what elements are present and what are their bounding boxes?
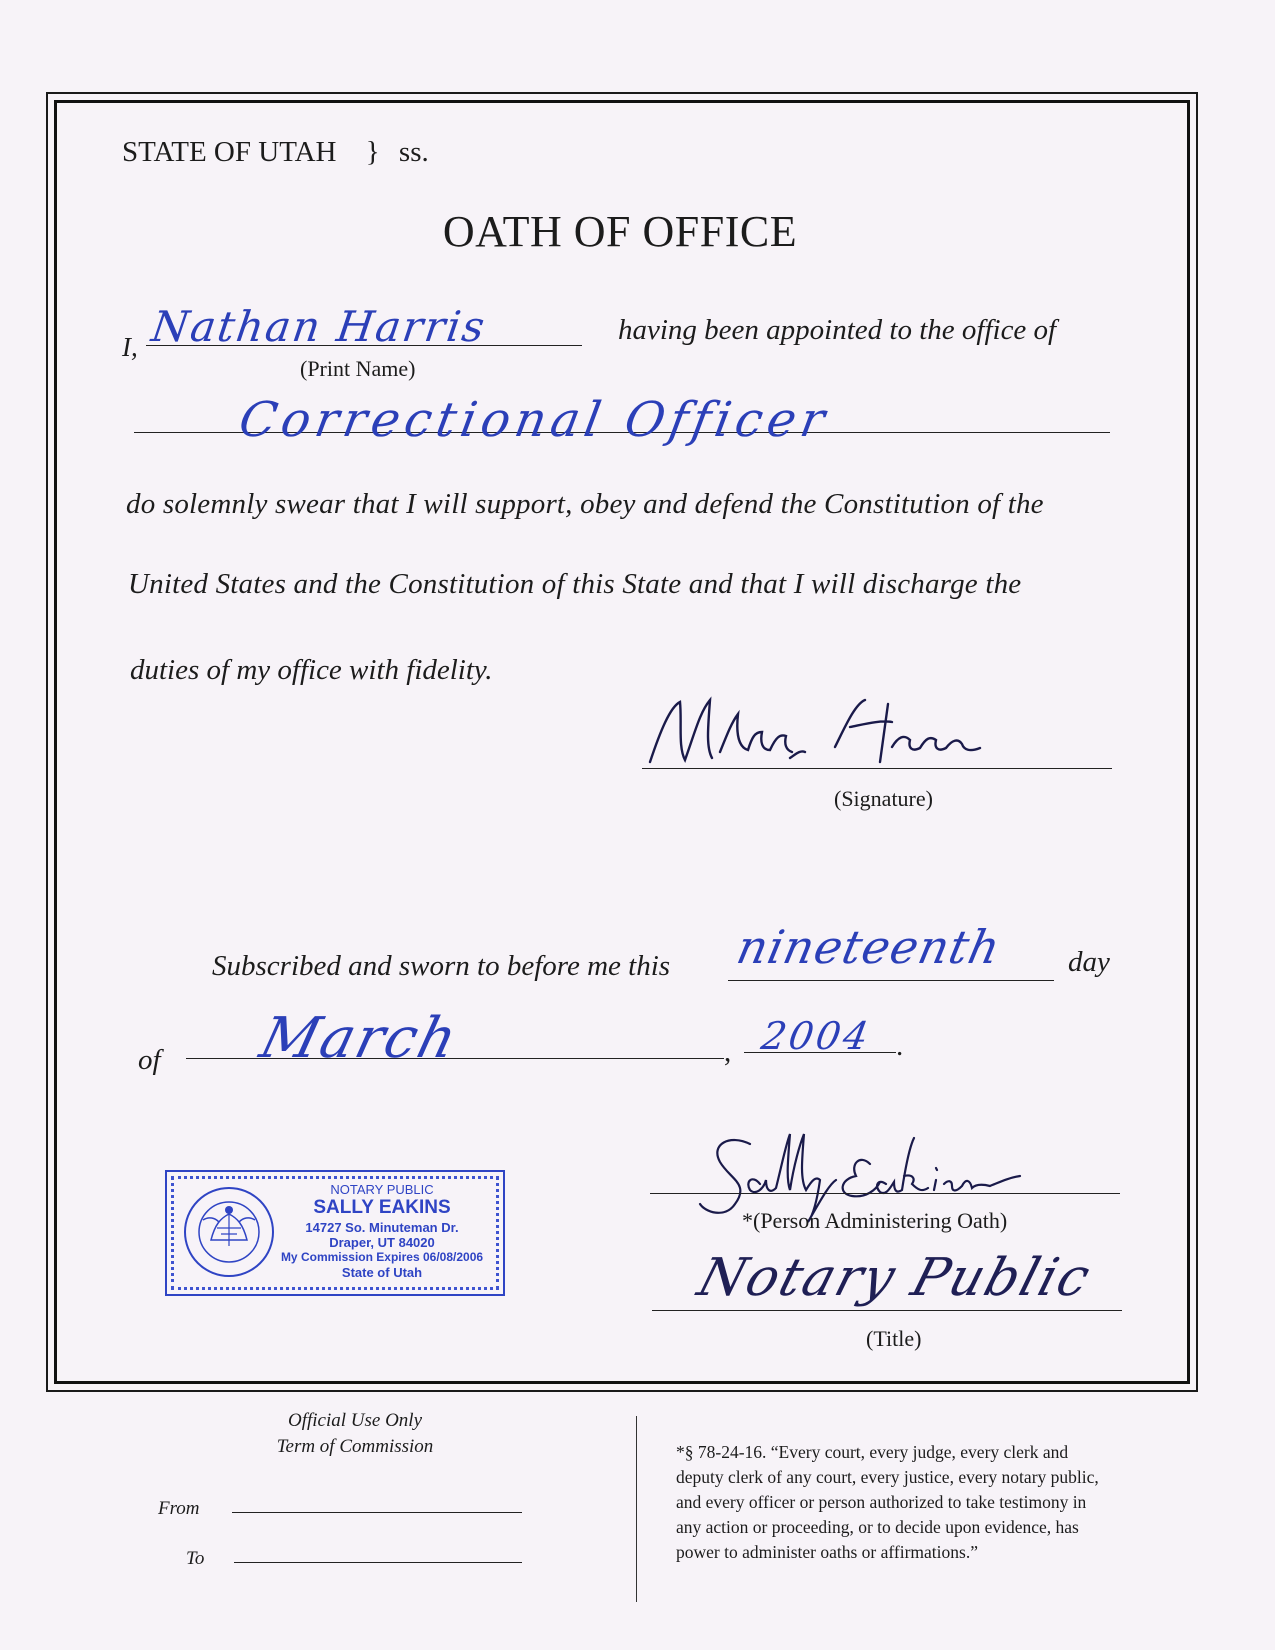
title-caption: (Title): [866, 1326, 922, 1351]
signature-caption: (Signature): [834, 786, 933, 811]
notary-stamp: [165, 1170, 505, 1296]
footnote-line-5: power to administer oaths or affirmations.”: [676, 1542, 978, 1562]
oath-body-line-2: United States and the Constitution of this State and that I will discharge the: [128, 568, 1022, 600]
year-period: .: [896, 1030, 904, 1062]
footnote-line-3: and every officer or person authorized to take testimony in: [676, 1492, 1087, 1512]
print-name-caption: (Print Name): [300, 356, 416, 381]
handwritten-name: Nathan Harris: [148, 302, 490, 351]
of-word: of: [138, 1044, 161, 1076]
appointed-text: having been appointed to the office of: [618, 314, 1057, 346]
month-comma: ,: [724, 1036, 732, 1068]
handwritten-year: 2004: [758, 1014, 875, 1058]
stamp-line-city: Draper, UT 84020: [329, 1235, 435, 1251]
oath-taker-signature: [640, 692, 1020, 772]
term-of-commission-label: Term of Commission: [276, 1436, 434, 1457]
administrator-caption: *(Person Administering Oath): [742, 1208, 1008, 1233]
state-seal-icon: [181, 1184, 277, 1280]
day-line: [728, 980, 1054, 981]
to-line: [234, 1562, 522, 1563]
subscribed-text: Subscribed and sworn to before me this: [212, 950, 671, 982]
footnote-line-2: deputy clerk of any court, every justice, every notary public,: [676, 1467, 1099, 1487]
from-label: From: [158, 1498, 200, 1519]
oath-body-line-3: duties of my office with fidelity.: [130, 654, 493, 686]
day-word: day: [1068, 946, 1110, 978]
footnote-line-1: *§ 78-24-16. “Every court, every judge, every clerk and: [676, 1442, 1069, 1462]
venue-header: [122, 136, 429, 169]
official-use-label: Official Use Only: [287, 1410, 423, 1431]
footer-divider: [636, 1416, 637, 1602]
handwritten-month: March: [253, 1006, 466, 1071]
handwritten-office: Correctional Officer: [235, 392, 834, 448]
administrator-line: [650, 1193, 1120, 1194]
brace-symbol: }: [365, 136, 380, 168]
stamp-line-expiration: My Commission Expires 06/08/2006: [280, 1250, 484, 1265]
state-label: STATE OF UTAH: [122, 136, 337, 168]
signature-line: [642, 768, 1112, 769]
to-label: To: [186, 1548, 205, 1569]
footnote-line-4: any action or proceeding, or to decide upon evidence, has: [676, 1517, 1079, 1537]
stamp-line-state: State of Utah: [341, 1264, 423, 1280]
stamp-line-street: 14727 So. Minuteman Dr.: [305, 1219, 459, 1235]
statute-footnote: [676, 1440, 1099, 1565]
handwritten-day: nineteenth: [732, 920, 1006, 974]
oath-body-line-1: do solemnly swear that I will support, obey and defend the Constitution of the: [126, 488, 1044, 520]
oath-prefix: I,: [122, 332, 138, 362]
title-line: [652, 1310, 1122, 1311]
ss-label: ss.: [398, 136, 429, 168]
stamp-line-name: SALLY EAKINS: [313, 1197, 451, 1219]
stamp-line-notary: NOTARY PUBLIC: [330, 1182, 434, 1197]
handwritten-title: Notary Public: [691, 1248, 1099, 1308]
page-title: OATH OF OFFICE: [442, 207, 798, 256]
stamp-text-block: [267, 1182, 497, 1280]
from-line: [232, 1512, 522, 1513]
